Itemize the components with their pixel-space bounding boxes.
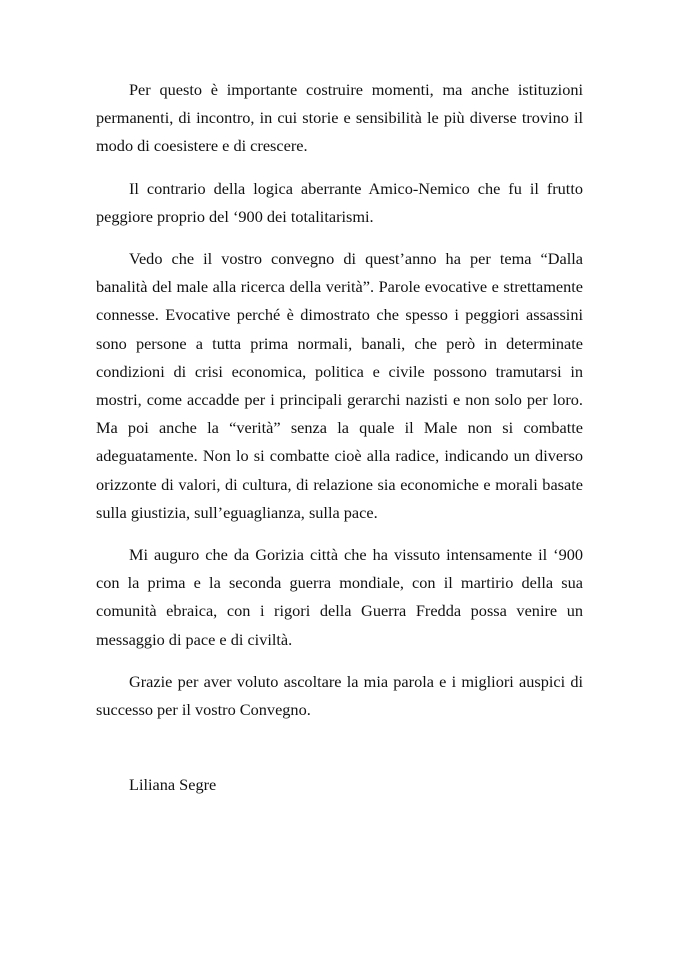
paragraph-gorizia: Mi auguro che da Gorizia città che ha vissuto intensamente il ‘900 con la prima e la seconda guerra mondiale, con il martirio della sua comunità ebraica, con i rigori della Guerra Fredda possa venire un messaggio di pace e di civiltà.	[96, 545, 583, 649]
paragraph-convegno-tema: Vedo che il vostro convegno di quest’anno ha per tema “Dalla banalità del male alla ricerca della verità”. Parole evocative e strettamente connesse. Evocative perché è dimostrato che spesso i peggiori assassini sono persone a tutta prima normali, banali, che però in determinate condizioni di crisi economica, politica e civile possono tramutarsi in mostri, come accadde per i principali gerarchi nazisti e non solo per loro. Ma poi anche la “verità” senza la quale il Male non si combatte adeguatamente. Non lo si combatte cioè alla radice, indicando un diverso orizzonte di valori, di cultura, di relazione sia economiche e morali basate sulla giustizia, sull’eguaglianza, sulla pace.	[96, 249, 583, 522]
letter-page	[96, 76, 583, 799]
signature: Liliana Segre	[129, 775, 217, 795]
paragraph-istituzioni: Per questo è importante costruire momenti, ma anche istituzioni permanenti, di incontro, in cui storie e sensibilità le più diverse trovino il modo di coesistere e di crescere.	[96, 80, 583, 156]
paragraph-ringraziamento: Grazie per aver voluto ascoltare la mia parola e i migliori auspici di successo per il vostro Convegno.	[96, 671, 583, 720]
paragraph-amico-nemico: Il contrario della logica aberrante Amico-Nemico che fu il frutto peggiore proprio del ‘900 dei totalitarismi.	[96, 178, 583, 226]
